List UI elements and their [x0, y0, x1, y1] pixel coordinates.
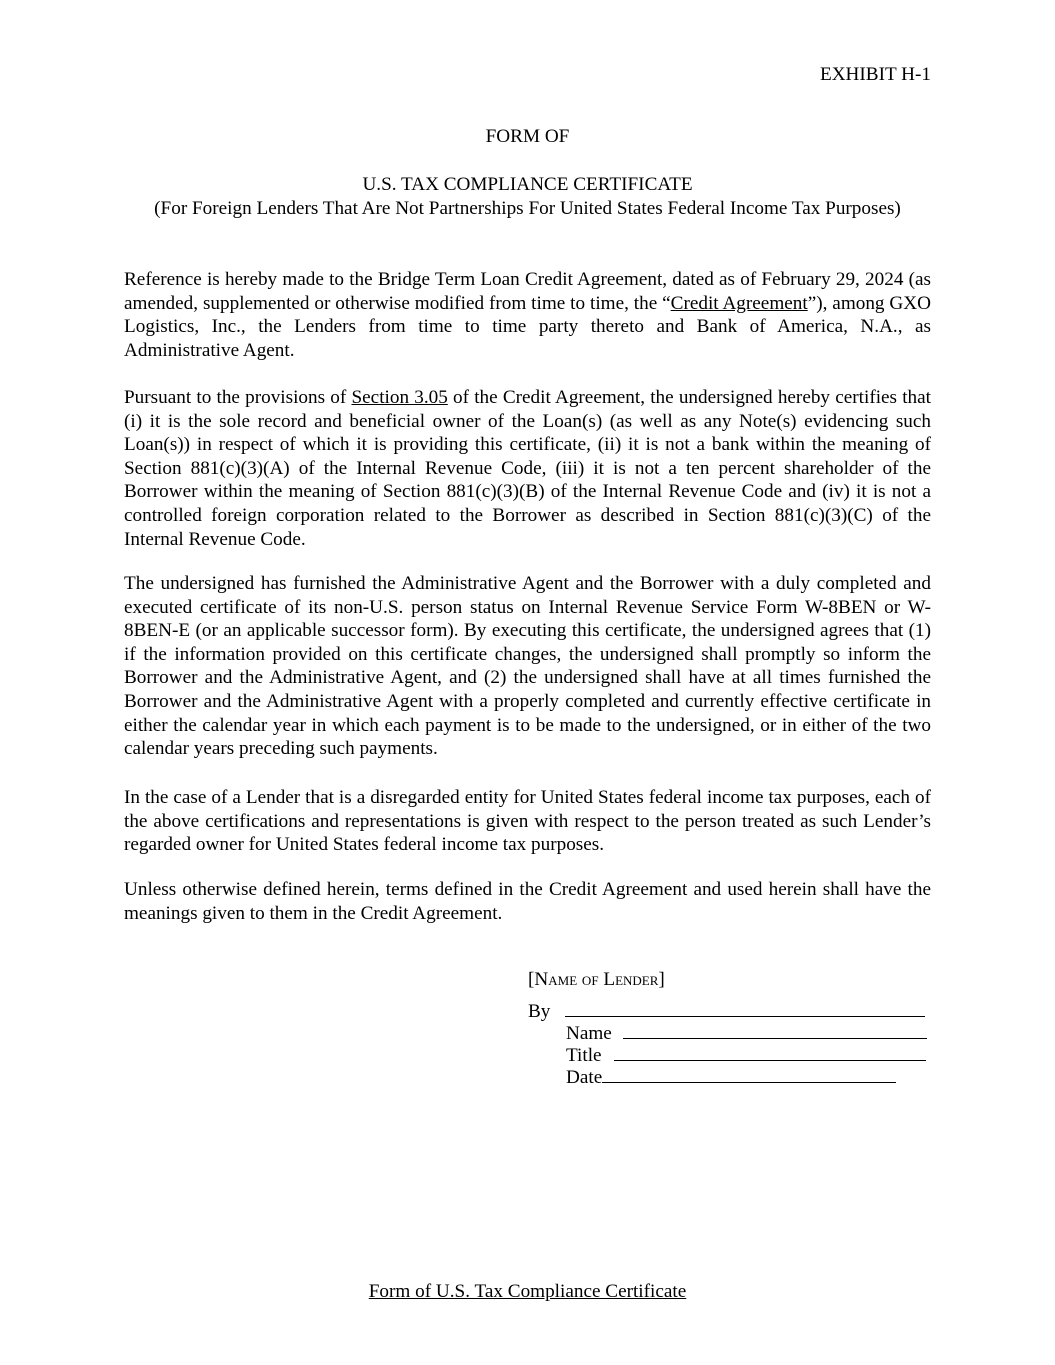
disregarded-entity-paragraph: In the case of a Lender that is a disregarded entity for United States federal income tax purposes, each of the above certifications and representations is given with respect to the person treated as such Lender’s regarded owner for United States federal income tax purposes. — [124, 787, 931, 856]
exhibit-label: EXHIBIT H-1 — [819, 64, 931, 85]
date-row[interactable] — [566, 1066, 896, 1090]
certification-text-before: Pursuant to the provisions of — [124, 387, 352, 408]
lender-name-placeholder — [528, 968, 665, 992]
signature-line[interactable] — [565, 1000, 925, 1017]
certificate-subtitle: (For Foreign Lenders That Are Not Partnerships For United States Federal Income Tax Purposes) — [154, 197, 901, 219]
by-label: By — [528, 1001, 551, 1022]
lender-name-text: [Name of Lender] — [528, 969, 665, 990]
footer-text: Form of U.S. Tax Compliance Certificate — [368, 1281, 687, 1302]
title-label: Title — [566, 1045, 602, 1066]
signature-by-row[interactable] — [528, 1000, 925, 1024]
name-label: Name — [566, 1023, 612, 1044]
reference-text-after: ”), among GXO Logistics, Inc., the Lenders from time to time party thereto and Bank of America, N.A., as Administrative Agent. — [124, 292, 931, 361]
name-row[interactable] — [566, 1022, 927, 1046]
certification-paragraph — [124, 386, 931, 551]
certificate-title-block — [150, 173, 905, 220]
section-reference: Section 3.05 — [351, 387, 448, 408]
title-row[interactable] — [566, 1044, 926, 1068]
date-label: Date — [566, 1067, 603, 1088]
definitions-paragraph: Unless otherwise defined herein, terms defined in the Credit Agreement and used herein shall have the meanings given to them in the Credit Agreement. — [124, 879, 931, 924]
furnished-form-paragraph: The undersigned has furnished the Administrative Agent and the Borrower with a duly completed and executed certificate of its non-U.S. person status on Internal Revenue Service Form W-8BEN or W-8BEN-E (or an applicable successor form). By executing this certificate, the undersigned agrees that (1) if the information provided on this certificate changes, the undersigned shall promptly so inform the Borrower and the Administrative Agent, and (2) the undersigned shall have at all times furnished the Borrower and the Administrative Agent with a properly completed and currently effective certificate in either the calendar year in which each payment is to be made to the undersigned, or in either of the two calendar years preceding such payments. — [124, 573, 931, 760]
form-of-heading: FORM OF — [485, 126, 570, 147]
credit-agreement-term: Credit Agreement — [670, 292, 808, 314]
reference-text-before: Reference is hereby made to the Bridge Term Loan Credit Agreement, dated as of February 29, 2024 (as amended, supplemented or otherwise modified from time to time, the “ — [124, 269, 931, 314]
reference-paragraph — [124, 268, 931, 362]
name-line[interactable] — [623, 1022, 927, 1039]
certificate-title: U.S. TAX COMPLIANCE CERTIFICATE — [362, 174, 693, 195]
footer — [0, 1280, 1055, 1304]
title-line[interactable] — [614, 1044, 926, 1061]
certification-text-after: of the Credit Agreement, the undersigned hereby certifies that (i) it is the sole record and beneficial owner of the Loan(s) (as well as any Note(s) evidencing such Loan(s)) in respect of which it is providing this certificate, (ii) it is not a bank within the meaning of Section 881(c)(3)(A) of the Internal Revenue Code, (iii) it is not a ten percent shareholder of the Borrower within the meaning of Section 881(c)(3)(B) of the Internal Revenue Code and (iv) it is not a controlled foreign corporation related to the Borrower as described in Section 881(c)(3)(C) of the Internal Revenue Code. — [124, 387, 931, 550]
date-line[interactable] — [602, 1066, 896, 1083]
